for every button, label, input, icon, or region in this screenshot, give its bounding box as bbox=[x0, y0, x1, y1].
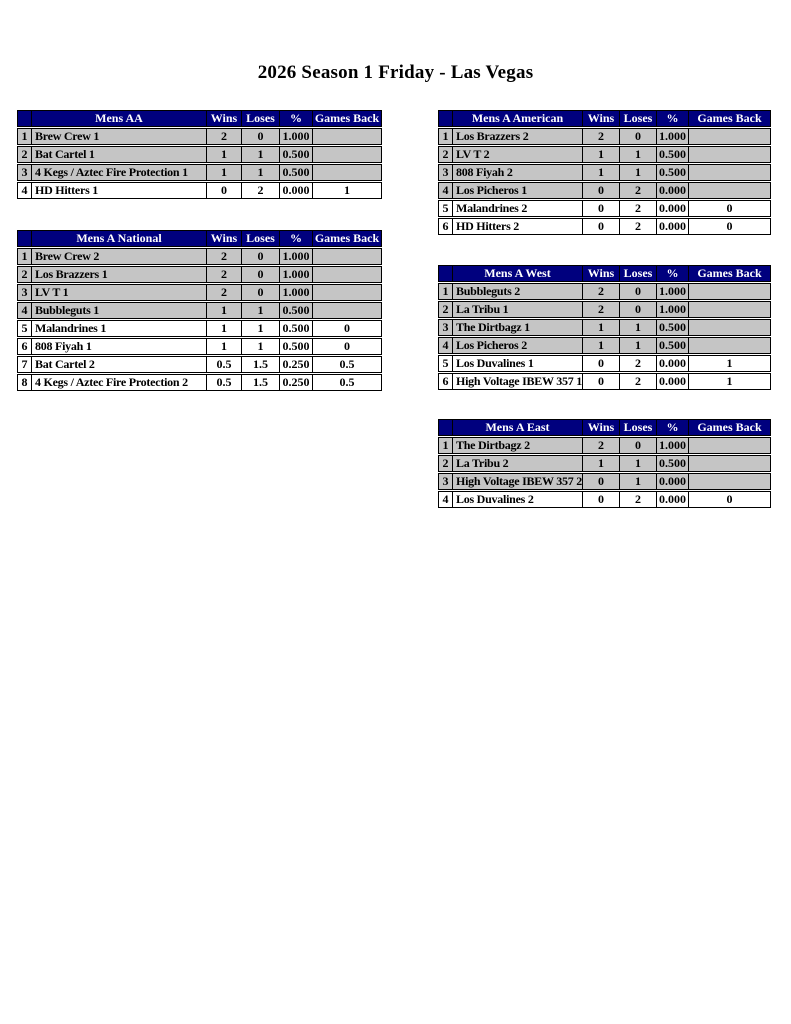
loses-cell: 1 bbox=[242, 339, 280, 354]
pct-cell: 0.500 bbox=[657, 165, 689, 180]
loses-cell: 0 bbox=[242, 129, 280, 144]
header-wins-cell: Wins bbox=[583, 266, 620, 281]
rank-cell: 7 bbox=[18, 357, 32, 372]
standings-table-mens-a-american bbox=[438, 110, 771, 236]
pct-cell: 0.000 bbox=[657, 183, 689, 198]
table-header-row bbox=[17, 230, 382, 247]
pct-cell: 0.000 bbox=[280, 183, 313, 198]
team-name-cell: LV T 2 bbox=[453, 147, 583, 162]
rank-cell: 2 bbox=[439, 147, 453, 162]
header-wins-cell: Wins bbox=[583, 111, 620, 126]
wins-cell: 0 bbox=[583, 356, 620, 371]
pct-cell: 0.500 bbox=[657, 456, 689, 471]
rank-cell: 2 bbox=[18, 147, 32, 162]
header-wins-cell: Wins bbox=[207, 111, 242, 126]
team-name-cell: The Dirtbagz 1 bbox=[453, 320, 583, 335]
team-name-cell: Los Duvalines 2 bbox=[453, 492, 583, 507]
header-pct-cell: % bbox=[657, 111, 689, 126]
wins-cell: 2 bbox=[583, 438, 620, 453]
rank-cell: 1 bbox=[18, 249, 32, 264]
wins-cell: 0 bbox=[583, 492, 620, 507]
wins-cell: 0.5 bbox=[207, 357, 242, 372]
loses-cell: 0 bbox=[620, 302, 657, 317]
wins-cell: 1 bbox=[583, 456, 620, 471]
pct-cell: 0.250 bbox=[280, 375, 313, 390]
rank-cell: 1 bbox=[439, 284, 453, 299]
loses-cell: 2 bbox=[620, 183, 657, 198]
team-name-cell: 4 Kegs / Aztec Fire Protection 2 bbox=[32, 375, 207, 390]
wins-cell: 0 bbox=[583, 183, 620, 198]
games-back-cell bbox=[313, 285, 381, 300]
wins-cell: 0 bbox=[583, 474, 620, 489]
rank-cell: 3 bbox=[18, 285, 32, 300]
table-row bbox=[17, 338, 382, 355]
pct-cell: 0.500 bbox=[280, 303, 313, 318]
loses-cell: 1 bbox=[620, 147, 657, 162]
loses-cell: 1 bbox=[242, 165, 280, 180]
games-back-cell bbox=[313, 267, 381, 282]
rank-cell: 1 bbox=[439, 129, 453, 144]
team-name-cell: HD Hitters 1 bbox=[32, 183, 207, 198]
games-back-cell: 0 bbox=[726, 492, 733, 506]
games-back-cell bbox=[689, 129, 770, 144]
games-back-cell bbox=[689, 302, 770, 317]
table-row bbox=[438, 218, 771, 235]
table-header-row bbox=[17, 110, 382, 127]
page-title: 2026 Season 1 Friday - Las Vegas bbox=[257, 62, 534, 83]
pct-cell: 0.500 bbox=[280, 321, 313, 336]
standings-table-mens-a-national bbox=[17, 230, 382, 392]
wins-cell: 2 bbox=[583, 284, 620, 299]
loses-cell: 0 bbox=[242, 267, 280, 282]
team-name-cell: Bat Cartel 2 bbox=[32, 357, 207, 372]
standings-table-mens-aa bbox=[17, 110, 382, 200]
header-wins-cell: Wins bbox=[207, 231, 242, 246]
pct-cell: 1.000 bbox=[280, 129, 313, 144]
games-back-cell bbox=[689, 338, 770, 353]
rank-cell: 6 bbox=[439, 374, 453, 389]
loses-cell: 1 bbox=[242, 147, 280, 162]
wins-cell: 1 bbox=[583, 320, 620, 335]
header-rank-cell bbox=[18, 111, 32, 126]
team-name-cell: Bat Cartel 1 bbox=[32, 147, 207, 162]
games-back-cell bbox=[689, 165, 770, 180]
table-row bbox=[17, 146, 382, 163]
table-row bbox=[17, 374, 382, 391]
loses-cell: 1 bbox=[242, 321, 280, 336]
team-name-cell: Malandrines 2 bbox=[453, 201, 583, 216]
table-title-cell: Mens A West bbox=[453, 266, 583, 281]
header-games-back-cell: Games Back bbox=[697, 420, 762, 434]
wins-cell: 2 bbox=[207, 285, 242, 300]
rank-cell: 8 bbox=[18, 375, 32, 390]
table-row bbox=[438, 128, 771, 145]
rank-cell: 2 bbox=[18, 267, 32, 282]
loses-cell: 0 bbox=[620, 284, 657, 299]
rank-cell: 4 bbox=[18, 183, 32, 198]
table-row bbox=[438, 337, 771, 354]
table-title-cell: Mens AA bbox=[32, 111, 207, 126]
team-name-cell: Bubbleguts 1 bbox=[32, 303, 207, 318]
standings-table-mens-a-east bbox=[438, 419, 771, 509]
games-back-cell: 1 bbox=[726, 374, 733, 388]
table-row bbox=[17, 356, 382, 373]
rank-cell: 6 bbox=[18, 339, 32, 354]
rank-cell: 4 bbox=[439, 492, 453, 507]
wins-cell: 2 bbox=[207, 249, 242, 264]
header-rank-cell bbox=[439, 266, 453, 281]
loses-cell: 1 bbox=[620, 474, 657, 489]
table-row bbox=[438, 164, 771, 181]
rank-cell: 1 bbox=[439, 438, 453, 453]
wins-cell: 2 bbox=[583, 129, 620, 144]
loses-cell: 0 bbox=[620, 129, 657, 144]
team-name-cell: 808 Fiyah 1 bbox=[32, 339, 207, 354]
wins-cell: 1 bbox=[207, 147, 242, 162]
standings-table-mens-a-west bbox=[438, 265, 771, 391]
team-name-cell: Bubbleguts 2 bbox=[453, 284, 583, 299]
rank-cell: 3 bbox=[439, 320, 453, 335]
loses-cell: 1 bbox=[620, 456, 657, 471]
table-row bbox=[438, 355, 771, 372]
header-pct-cell: % bbox=[657, 266, 689, 281]
games-back-cell bbox=[689, 474, 770, 489]
table-row bbox=[438, 491, 771, 508]
games-back-cell bbox=[313, 165, 381, 180]
games-back-cell bbox=[689, 438, 770, 453]
table-row bbox=[438, 146, 771, 163]
table-row bbox=[17, 266, 382, 283]
table-row bbox=[438, 455, 771, 472]
games-back-cell: 0.5 bbox=[339, 375, 355, 389]
table-row bbox=[438, 319, 771, 336]
header-games-back-cell: Games Back bbox=[314, 231, 380, 245]
team-name-cell: 808 Fiyah 2 bbox=[453, 165, 583, 180]
team-name-cell: High Voltage IBEW 357 1 bbox=[453, 374, 583, 389]
games-back-cell: 0 bbox=[344, 321, 350, 335]
rank-cell: 5 bbox=[18, 321, 32, 336]
loses-cell: 1 bbox=[242, 303, 280, 318]
pct-cell: 1.000 bbox=[657, 438, 689, 453]
games-back-cell bbox=[689, 147, 770, 162]
rank-cell: 3 bbox=[18, 165, 32, 180]
table-header-row bbox=[438, 265, 771, 282]
header-loses-cell: Loses bbox=[620, 420, 657, 435]
header-wins-cell: Wins bbox=[583, 420, 620, 435]
rank-cell: 5 bbox=[439, 356, 453, 371]
team-name-cell: Los Brazzers 1 bbox=[32, 267, 207, 282]
table-row bbox=[438, 373, 771, 390]
table-row bbox=[438, 473, 771, 490]
wins-cell: 2 bbox=[207, 129, 242, 144]
games-back-cell: 0 bbox=[726, 219, 733, 233]
table-header-row bbox=[438, 110, 771, 127]
pct-cell: 0.250 bbox=[280, 357, 313, 372]
loses-cell: 2 bbox=[620, 201, 657, 216]
header-loses-cell: Loses bbox=[620, 111, 657, 126]
header-loses-cell: Loses bbox=[242, 231, 280, 246]
table-row bbox=[438, 301, 771, 318]
table-row bbox=[17, 164, 382, 181]
table-header-row bbox=[438, 419, 771, 436]
wins-cell: 1 bbox=[583, 165, 620, 180]
team-name-cell: Los Brazzers 2 bbox=[453, 129, 583, 144]
table-title-cell: Mens A National bbox=[32, 231, 207, 246]
rank-cell: 6 bbox=[439, 219, 453, 234]
wins-cell: 1 bbox=[207, 321, 242, 336]
pct-cell: 0.000 bbox=[657, 374, 689, 389]
header-loses-cell: Loses bbox=[242, 111, 280, 126]
header-games-back-cell: Games Back bbox=[697, 266, 762, 280]
table-row bbox=[438, 182, 771, 199]
header-games-back-cell: Games Back bbox=[314, 111, 380, 125]
pct-cell: 0.000 bbox=[657, 219, 689, 234]
header-loses-cell: Loses bbox=[620, 266, 657, 281]
header-games-back-cell: Games Back bbox=[697, 111, 762, 125]
pct-cell: 1.000 bbox=[280, 267, 313, 282]
wins-cell: 1 bbox=[583, 338, 620, 353]
rank-cell: 2 bbox=[439, 456, 453, 471]
loses-cell: 1.5 bbox=[242, 375, 280, 390]
header-rank-cell bbox=[18, 231, 32, 246]
games-back-cell: 0.5 bbox=[339, 357, 355, 371]
table-row bbox=[438, 200, 771, 217]
pct-cell: 1.000 bbox=[657, 129, 689, 144]
team-name-cell: La Tribu 2 bbox=[453, 456, 583, 471]
rank-cell: 4 bbox=[439, 183, 453, 198]
loses-cell: 2 bbox=[620, 219, 657, 234]
header-pct-cell: % bbox=[657, 420, 689, 435]
pct-cell: 1.000 bbox=[657, 302, 689, 317]
loses-cell: 1 bbox=[620, 338, 657, 353]
games-back-cell bbox=[689, 320, 770, 335]
pct-cell: 0.000 bbox=[657, 492, 689, 507]
wins-cell: 2 bbox=[207, 267, 242, 282]
loses-cell: 0 bbox=[620, 438, 657, 453]
rank-cell: 4 bbox=[439, 338, 453, 353]
pct-cell: 0.500 bbox=[280, 165, 313, 180]
rank-cell: 3 bbox=[439, 474, 453, 489]
team-name-cell: The Dirtbagz 2 bbox=[453, 438, 583, 453]
team-name-cell: Los Duvalines 1 bbox=[453, 356, 583, 371]
games-back-cell: 1 bbox=[344, 183, 350, 197]
wins-cell: 2 bbox=[583, 302, 620, 317]
rank-cell: 5 bbox=[439, 201, 453, 216]
loses-cell: 1 bbox=[620, 320, 657, 335]
loses-cell: 0 bbox=[242, 249, 280, 264]
team-name-cell: Los Picheros 2 bbox=[453, 338, 583, 353]
team-name-cell: Brew Crew 1 bbox=[32, 129, 207, 144]
wins-cell: 0 bbox=[583, 201, 620, 216]
pct-cell: 0.500 bbox=[657, 320, 689, 335]
pct-cell: 0.500 bbox=[280, 339, 313, 354]
team-name-cell: La Tribu 1 bbox=[453, 302, 583, 317]
team-name-cell: High Voltage IBEW 357 2 bbox=[453, 474, 583, 489]
pct-cell: 1.000 bbox=[280, 285, 313, 300]
team-name-cell: LV T 1 bbox=[32, 285, 207, 300]
pct-cell: 0.500 bbox=[657, 338, 689, 353]
wins-cell: 1 bbox=[207, 165, 242, 180]
pct-cell: 1.000 bbox=[280, 249, 313, 264]
loses-cell: 2 bbox=[620, 492, 657, 507]
loses-cell: 2 bbox=[620, 374, 657, 389]
header-pct-cell: % bbox=[280, 231, 313, 246]
loses-cell: 0 bbox=[242, 285, 280, 300]
table-row bbox=[17, 302, 382, 319]
table-row bbox=[17, 248, 382, 265]
games-back-cell bbox=[313, 303, 381, 318]
pct-cell: 1.000 bbox=[657, 284, 689, 299]
header-pct-cell: % bbox=[280, 111, 313, 126]
games-back-cell bbox=[689, 183, 770, 198]
games-back-cell bbox=[313, 147, 381, 162]
pct-cell: 0.500 bbox=[657, 147, 689, 162]
games-back-cell: 0 bbox=[726, 201, 733, 215]
rank-cell: 4 bbox=[18, 303, 32, 318]
pct-cell: 0.000 bbox=[657, 201, 689, 216]
table-row bbox=[17, 320, 382, 337]
table-row bbox=[17, 182, 382, 199]
games-back-cell bbox=[313, 249, 381, 264]
loses-cell: 1 bbox=[620, 165, 657, 180]
wins-cell: 1 bbox=[207, 303, 242, 318]
rank-cell: 2 bbox=[439, 302, 453, 317]
games-back-cell bbox=[689, 284, 770, 299]
wins-cell: 1 bbox=[583, 147, 620, 162]
wins-cell: 0 bbox=[583, 219, 620, 234]
wins-cell: 0.5 bbox=[207, 375, 242, 390]
team-name-cell: Brew Crew 2 bbox=[32, 249, 207, 264]
pct-cell: 0.500 bbox=[280, 147, 313, 162]
loses-cell: 1.5 bbox=[242, 357, 280, 372]
table-title-cell: Mens A American bbox=[453, 111, 583, 126]
games-back-cell: 1 bbox=[726, 356, 733, 370]
wins-cell: 1 bbox=[207, 339, 242, 354]
table-title-cell: Mens A East bbox=[453, 420, 583, 435]
header-rank-cell bbox=[439, 420, 453, 435]
table-row bbox=[17, 284, 382, 301]
games-back-cell bbox=[689, 456, 770, 471]
header-rank-cell bbox=[439, 111, 453, 126]
table-row bbox=[438, 283, 771, 300]
team-name-cell: 4 Kegs / Aztec Fire Protection 1 bbox=[32, 165, 207, 180]
team-name-cell: Los Picheros 1 bbox=[453, 183, 583, 198]
rank-cell: 1 bbox=[18, 129, 32, 144]
pct-cell: 0.000 bbox=[657, 356, 689, 371]
wins-cell: 0 bbox=[207, 183, 242, 198]
team-name-cell: HD Hitters 2 bbox=[453, 219, 583, 234]
wins-cell: 0 bbox=[583, 374, 620, 389]
table-row bbox=[438, 437, 771, 454]
loses-cell: 2 bbox=[242, 183, 280, 198]
rank-cell: 3 bbox=[439, 165, 453, 180]
pct-cell: 0.000 bbox=[657, 474, 689, 489]
games-back-cell bbox=[313, 129, 381, 144]
table-row bbox=[17, 128, 382, 145]
loses-cell: 2 bbox=[620, 356, 657, 371]
games-back-cell: 0 bbox=[344, 339, 350, 353]
team-name-cell: Malandrines 1 bbox=[32, 321, 207, 336]
